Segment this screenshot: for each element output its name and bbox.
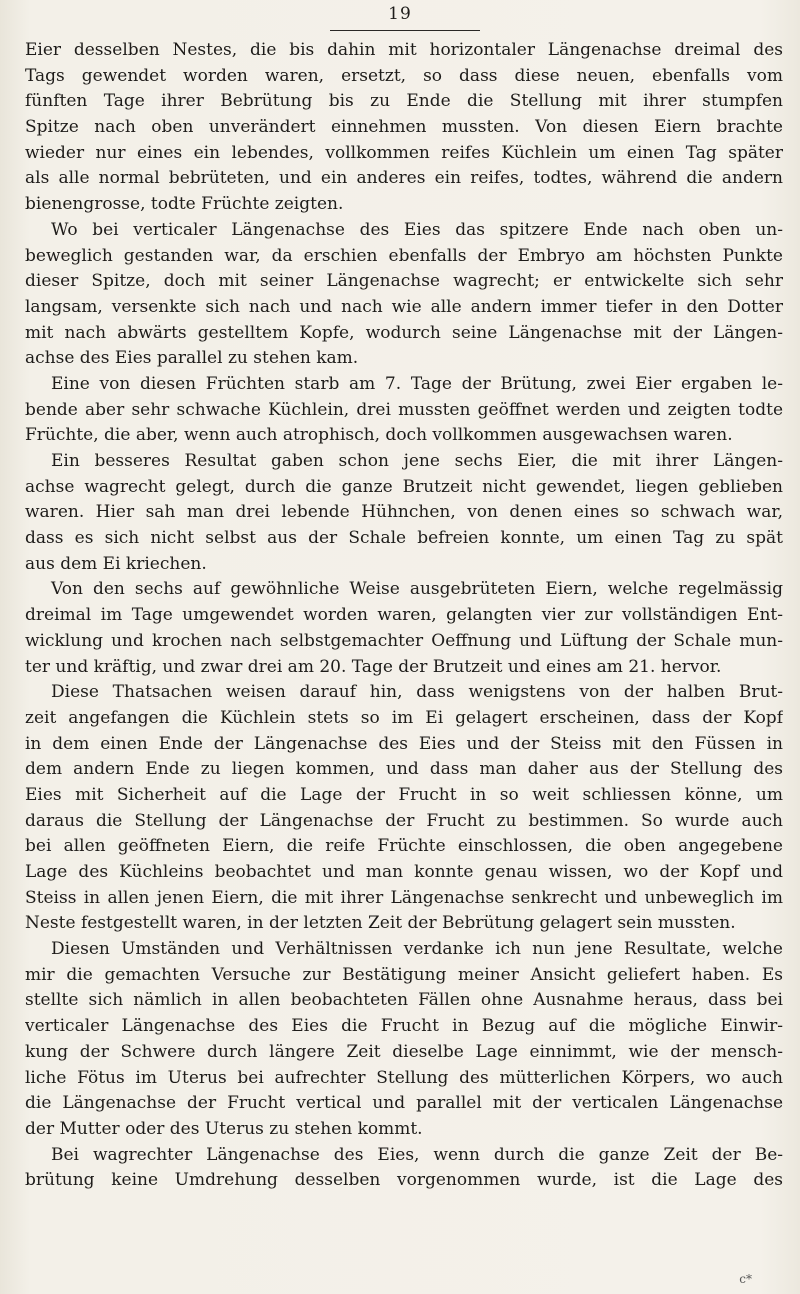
text-line-41: liche Fötus im Uterus bei aufrechter Stellung des mütterlichen Körpers, wo auch xyxy=(25,1067,783,1088)
text-line-38: stellte sich nämlich in allen beobachteten Fällen ohne Ausnahme heraus, dass bei xyxy=(25,990,783,1011)
text-line-30: Eies mit Sicherheit auf die Lage der Frucht in so weit schliessen könne, um xyxy=(25,784,783,805)
text-line-2: Tags gewendet worden waren, ersetzt, so dass diese neuen, ebenfalls vom xyxy=(25,65,783,86)
text-line-21: aus dem Ei kriechen. xyxy=(25,553,207,574)
text-line-24: wicklung und krochen nach selbstgemachter Oeffnung und Lüftung der Schale mun- xyxy=(25,630,783,651)
text-line-39: verticaler Längenachse des Eies die Frucht in Bezug auf die mögliche Einwir- xyxy=(25,1016,783,1037)
text-line-11: langsam, versenkte sich nach und nach wie alle andern immer tiefer in den Dotter xyxy=(25,296,783,317)
text-line-9: beweglich gestanden war, da erschien ebenfalls der Embryo am höchsten Punkte xyxy=(25,245,783,266)
text-line-44: Bei wagrechter Längenachse des Eies, wenn durch die ganze Zeit der Be- xyxy=(51,1144,783,1165)
body-text xyxy=(25,38,783,1194)
text-line-33: Lage des Küchleins beobachtet und man konnte genau wissen, wo der Kopf und xyxy=(25,862,783,882)
text-line-40: kung der Schwere durch längere Zeit dieselbe Lage einnimmt, wie der mensch- xyxy=(25,1041,783,1062)
text-line-31: daraus die Stellung der Längenachse der Frucht zu bestimmen. So wurde auch xyxy=(25,810,783,831)
text-line-7: bienengrosse, todte Früchte zeigten. xyxy=(25,194,344,215)
text-line-3: fünften Tage ihrer Bebrütung bis zu Ende die Stellung mit ihrer stumpfen xyxy=(25,91,783,112)
signature-mark: c* xyxy=(739,1272,752,1286)
text-line-18: achse wagrecht gelegt, durch die ganze Brutzeit nicht gewendet, liegen geblieben xyxy=(25,476,783,497)
text-line-22: Von den sechs auf gewöhnliche Weise ausgebrüteten Eiern, welche regelmässig xyxy=(51,579,783,600)
text-line-13: achse des Eies parallel zu stehen kam. xyxy=(25,348,359,369)
text-line-29: dem andern Ende zu liegen kommen, und dass man daher aus der Stellung des xyxy=(25,759,783,780)
text-line-37: mir die gemachten Versuche zur Bestätigung meiner Ansicht geliefert haben. Es xyxy=(25,964,783,985)
text-line-27: zeit angefangen die Küchlein stets so im Ei gelagert erscheinen, dass der Kopf xyxy=(25,707,783,728)
text-line-16: Früchte, die aber, wenn auch atrophisch, doch vollkommen ausgewachsen waren. xyxy=(25,425,733,446)
text-line-8: Wo bei verticaler Längenachse des Eies das spitzere Ende nach oben un- xyxy=(51,219,783,240)
text-line-35: Neste festgestellt waren, in der letzten Zeit der Bebrütung gelagert sein mussten. xyxy=(25,913,736,934)
text-line-25: ter und kräftig, und zwar drei am 20. Tage der Brutzeit und eines am 21. hervor. xyxy=(25,656,722,677)
header-rule xyxy=(330,30,480,31)
text-line-26: Diese Thatsachen weisen darauf hin, dass wenigstens von der halben Brut- xyxy=(51,682,783,703)
text-line-34: Steiss in allen jenen Eiern, die mit ihrer Längenachse senkrecht und unbeweglich im xyxy=(25,887,783,908)
text-line-15: bende aber sehr schwache Küchlein, drei mussten geöffnet werden und zeigten todte xyxy=(25,399,783,420)
text-line-45: brütung keine Umdrehung desselben vorgenommen wurde, ist die Lage des xyxy=(25,1170,783,1191)
text-line-28: in dem einen Ende der Längenachse des Eies und der Steiss mit den Füssen in xyxy=(25,733,783,754)
text-line-19: waren. Hier sah man drei lebende Hühnchen, von denen eines so schwach war, xyxy=(25,502,783,523)
text-line-6: als alle normal bebrüteten, und ein anderes ein reifes, todtes, während die andern xyxy=(25,168,783,189)
text-line-5: wieder nur eines ein lebendes, vollkommen reifes Küchlein um einen Tag später xyxy=(25,142,783,163)
text-line-10: dieser Spitze, doch mit seiner Längenachse wagrecht; er entwickelte sich sehr xyxy=(25,271,783,292)
text-line-23: dreimal im Tage umgewendet worden waren, gelangten vier zur vollständigen Ent- xyxy=(25,605,783,626)
text-line-32: bei allen geöffneten Eiern, die reife Früchte einschlossen, die oben angegebene xyxy=(25,836,783,857)
text-line-14: Eine von diesen Früchten starb am 7. Tage der Brütung, zwei Eier ergaben le- xyxy=(51,373,783,394)
text-line-20: dass es sich nicht selbst aus der Schale befreien konnte, um einen Tag zu spät xyxy=(25,528,783,549)
text-line-1: Eier desselben Nestes, die bis dahin mit horizontaler Längenachse dreimal des xyxy=(25,40,783,60)
text-line-43: der Mutter oder des Uterus zu stehen kommt. xyxy=(25,1118,423,1139)
text-line-17: Ein besseres Resultat gaben schon jene sechs Eier, die mit ihrer Längen- xyxy=(51,451,783,471)
text-line-12: mit nach abwärts gestelltem Kopfe, wodurch seine Längenachse mit der Längen- xyxy=(25,322,783,343)
text-line-42: die Längenachse der Frucht vertical und parallel mit der verticalen Längenachse xyxy=(25,1093,783,1114)
text-line-36: Diesen Umständen und Verhältnissen verdanke ich nun jene Resultate, welche xyxy=(51,939,783,960)
text-line-4: Spitze nach oben unverändert einnehmen mussten. Von diesen Eiern brachte xyxy=(25,117,783,138)
page-number: 19 xyxy=(388,4,412,24)
